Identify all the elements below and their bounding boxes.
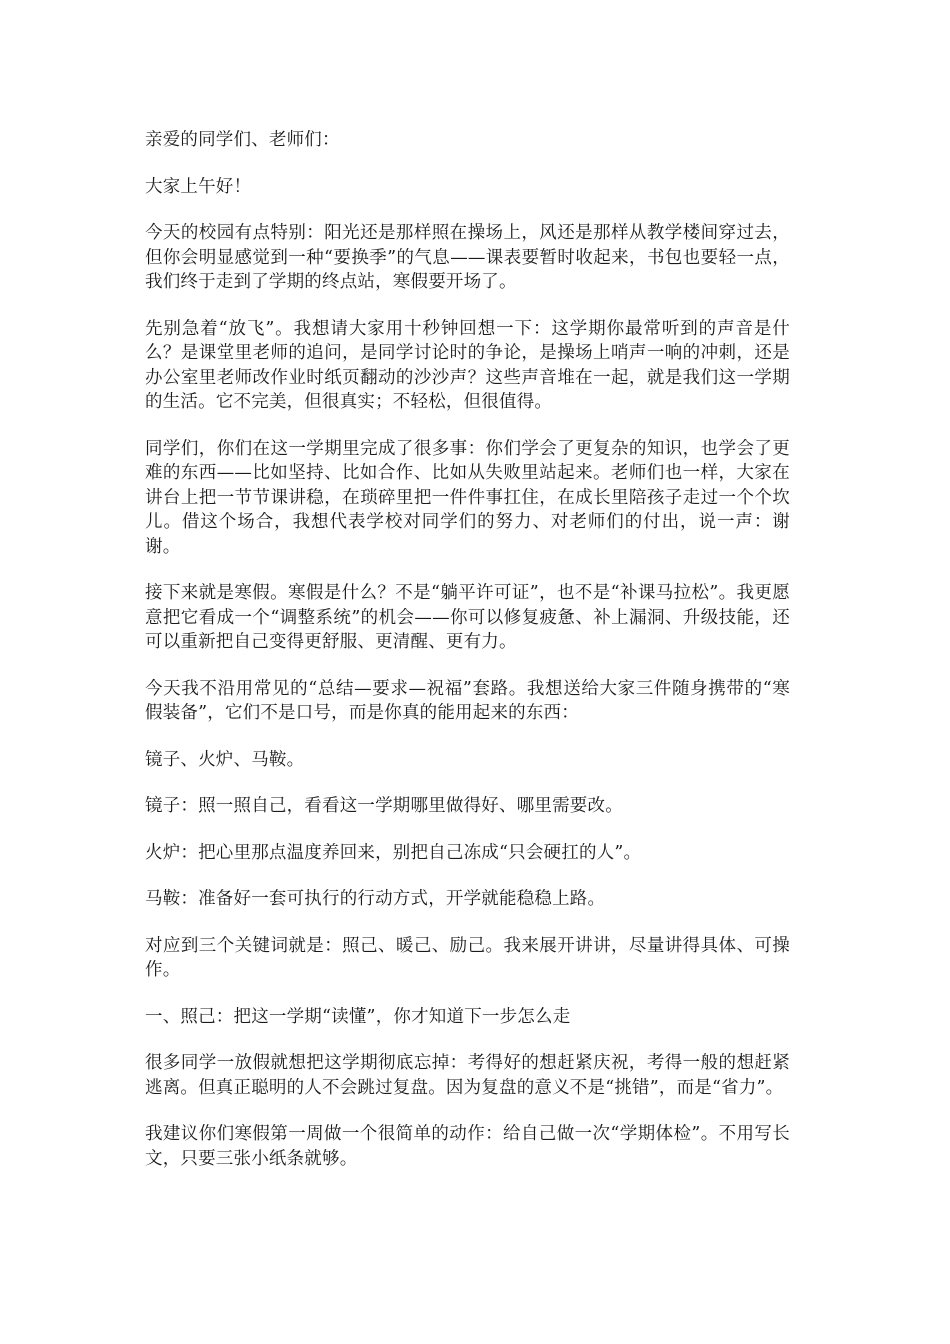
paragraph-stove: 火炉：把心里那点温度养回来，别把自己冻成“只会硬扛的人”。: [145, 842, 642, 863]
paragraph-winter-break: 接下来就是寒假。寒假是什么？不是“躺平许可证”，也不是“补课马拉松”。我更愿意把它看成一个“调整系统”的机会——你可以修复疲惫、补上漏洞、升级技能，还可以重新把自己变得更舒服、更清醒、更有力。: [145, 583, 790, 652]
paragraph-keywords: 对应到三个关键词就是：照己、暖己、励己。我来展开讲讲，尽量讲得具体、可操作。: [145, 935, 790, 980]
paragraph-saddle: 马鞍：准备好一套可执行的行动方式，开学就能稳稳上路。: [145, 889, 606, 909]
paragraph-sounds: 先别急着“放飞”。我想请大家用十秒钟回想一下：这学期你最常听到的声音是什么？是课堂里老师的追问，是同学讨论时的争论，是操场上哨声一响的冲刺，还是办公室里老师改作业时纸页翻动的沙沙声？这些声音堆在一起，就是我们这一学期的生活。它不完美，但很真实；不轻松，但很值得。: [145, 318, 790, 412]
section-heading-1: 一、照己：把这一学期“读懂”，你才知道下一步怎么走: [145, 1006, 571, 1027]
paragraph-three-items: 镜子、火炉、马鞍。: [145, 749, 305, 770]
paragraph-thanks: 同学们，你们在这一学期里完成了很多事：你们学会了更复杂的知识，也学会了更难的东西——比如坚持、比如合作、比如从失败里站起来。老师们也一样，大家在讲台上把一节节课讲稳，在琐碎里把一件件事扛住，在成长里陪孩子走过一个个坎儿。借这个场合，我想代表学校对同学们的努力、对老师们的付出，说一声：谢谢。: [145, 438, 790, 557]
greeting: 大家上午好！: [145, 176, 252, 197]
paragraph-checkup: 我建议你们寒假第一周做一个很简单的动作：给自己做一次“学期体检”。不用写长文，只要三张小纸条就够。: [145, 1124, 790, 1169]
paragraph-equipment: 今天我不沿用常见的“总结—要求—祝福”套路。我想送给大家三件随身携带的“寒假装备”，它们不是口号，而是你真的能用起来的东西：: [145, 678, 790, 723]
paragraph-mirror: 镜子：照一照自己，看看这一学期哪里做得好、哪里需要改。: [145, 796, 623, 816]
speech-body: [145, 128, 790, 1193]
salutation: 亲爱的同学们、老师们：: [145, 130, 340, 150]
paragraph-campus: 今天的校园有点特别：阳光还是那样照在操场上，风还是那样从教学楼间穿过去，但你会明显感觉到一种“要换季”的气息——课表要暂时收起来，书包也要轻一点，我们终于走到了学期的终点站，寒假要开场了。: [145, 223, 790, 292]
paragraph-review: 很多同学一放假就想把这学期彻底忘掉：考得好的想赶紧庆祝，考得一般的想赶紧逃离。但真正聪明的人不会跳过复盘。因为复盘的意义不是“挑错”，而是“省力”。: [145, 1053, 790, 1098]
